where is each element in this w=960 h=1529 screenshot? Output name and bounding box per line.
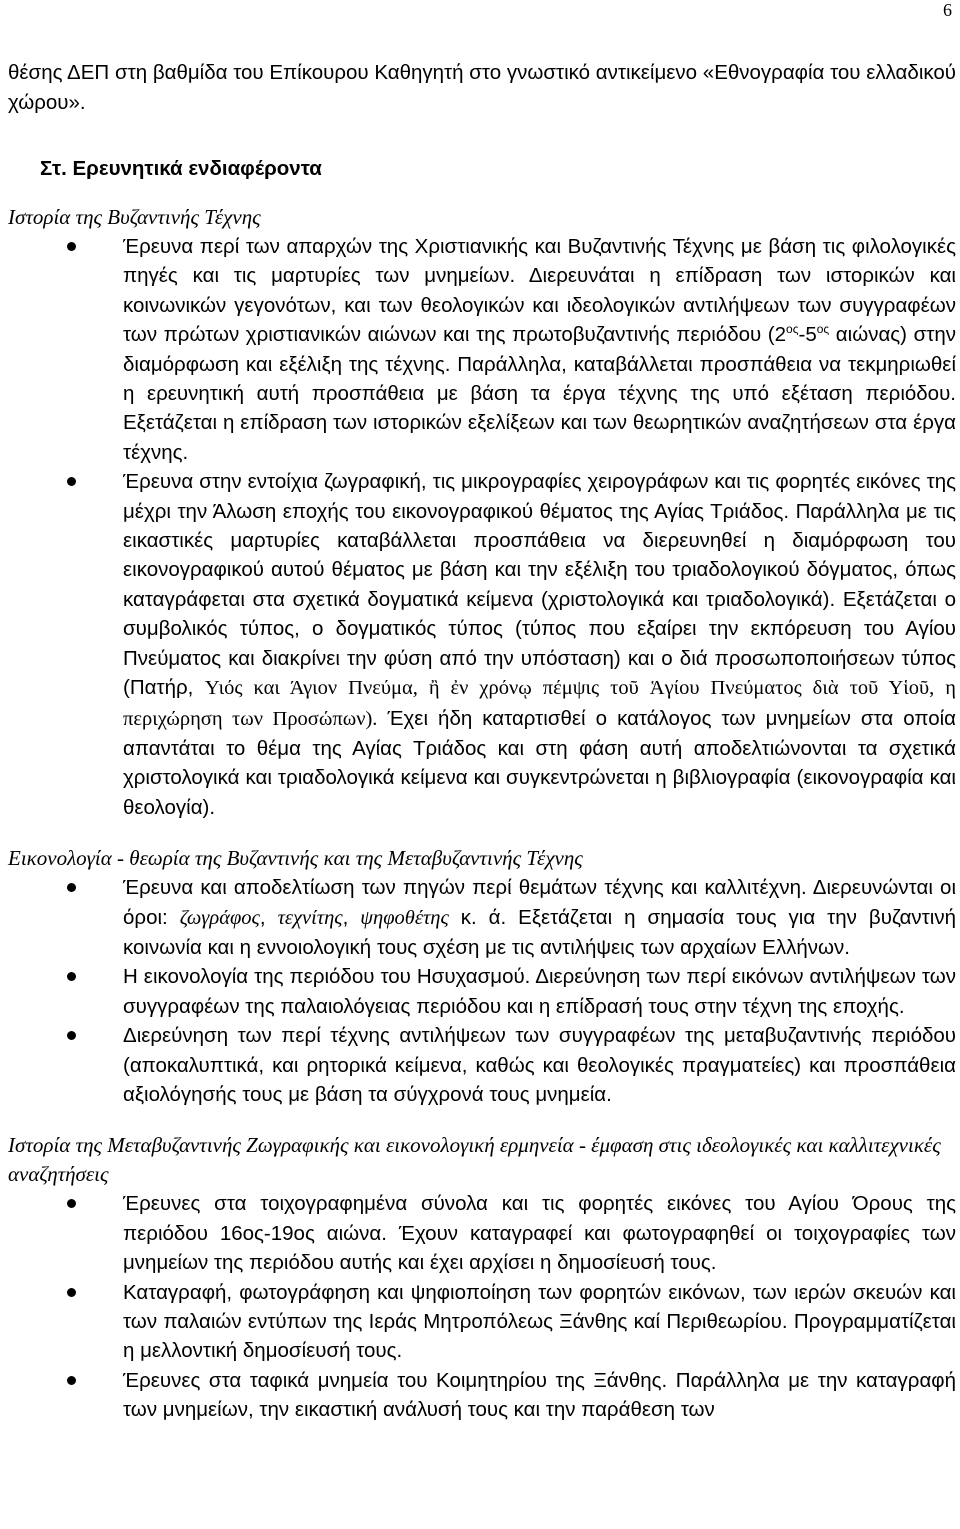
item-text: -5 xyxy=(798,323,817,347)
section-heading: Στ. Ερευνητικά ενδιαφέροντα xyxy=(40,157,322,180)
group-title: Ιστορία της Μεταβυζαντινής Ζωγραφικής και εικονολογική ερμηνεία - έμφαση στις ιδεολογικές και καλλιτεχνικές αναζητήσεις xyxy=(8,1133,941,1187)
term-italic: ζωγράφος xyxy=(179,906,260,929)
group-title: Εικονολογία - θεωρία της Βυζαντινής και της Μεταβυζαντινής Τέχνης xyxy=(8,846,583,871)
separator: , xyxy=(342,905,361,929)
research-group-iconology xyxy=(8,844,956,1109)
item-text: αιώνας) στην διαμόρφωση και εξέλιξη της τέχνης. Παράλληλα, καταβάλλεται προσπάθεια να τεκμηριωθεί η ερευνητική αυτή προσπάθεια με βάση τα έργα τέχνης της υπό εξέταση περιόδου. Εξετάζεται η επίδραση των ιστορικών εξελίξεων και των θεωρητικών αναζητήσεων στα έργα τέχνης. xyxy=(123,323,956,464)
separator: , xyxy=(259,905,278,929)
research-group-post-byzantine-painting xyxy=(8,1131,956,1424)
list-item xyxy=(8,467,956,822)
list-item: Έρευνες στα τοιχογραφημένα σύνολα και τις φορητές εικόνες του Αγίου Όρους της περιόδου 16ος-19ος αιώνα. Έχουν καταγραφεί και φωτογραφηθεί οι τοιχογραφίες των μνημείων της περιόδου αυτής και έχει αρχίσει η δημοσίευσή τους. xyxy=(8,1189,956,1277)
group-title: Ιστορία της Βυζαντινής Τέχνης xyxy=(8,205,261,229)
list-item: Καταγραφή, φωτογράφηση και ψηφιοποίηση των φορητών εικόνων, των ιερών σκευών και των παλαιών εντύπων της Ιεράς Μητροπόλεως Ξάνθης καί Περιθεωρίου. Προγραμματίζεται η μελλοντική δημοσίευσή τους. xyxy=(8,1278,956,1366)
item-text: Έρευνα περί των απαρχών της Χριστιανικής και Βυζαντινής Τέχνης με βάση τις φιλολογικές πηγές και τις μαρτυρίες των μνημείων. Διερευνάται η επίδραση των ιστορικών και κοινωνικών γεγονότων, και των θεολογικών και ιδεολογικών αντιλήψεων των συγγραφέων των πρώτων χριστιανικών αιώνων και της πρωτοβυζαντινής περιόδου (2 xyxy=(123,235,956,347)
bullet-list xyxy=(8,232,956,822)
intro-paragraph: θέσης ΔΕΠ στη βαθμίδα του Επίκουρου Καθηγητή στο γνωστικό αντικείμενο «Εθνογραφία του ελλαδικού χώρου». xyxy=(8,61,956,114)
term-italic: ψηφοθέτης xyxy=(360,906,449,929)
ordinal-superscript: ος xyxy=(816,322,830,337)
page-number: 6 xyxy=(943,0,952,20)
list-item xyxy=(8,873,956,962)
list-item xyxy=(8,232,956,467)
list-item: Διερεύνηση των περί τέχνης αντιλήψεων των συγγραφέων της μεταβυζαντινής περιόδου (αποκαλυπτικά, και ρητορικά κείμενα, καθώς και θεολογικές πραγματείες) και προσπάθεια αξιολόγησής τους με βάση τα σύγχρονά τους μνημεία. xyxy=(8,1021,956,1109)
research-group-byzantine-art xyxy=(8,203,956,822)
bullet-list xyxy=(8,1189,956,1424)
list-item: Έρευνες στα ταφικά μνημεία του Κοιμητηρίου της Ξάνθης. Παράλληλα με την καταγραφή των μνημείων, την εικαστική ανάλυσή τους και την παράθεση των xyxy=(8,1366,956,1425)
item-text: Έρευνα στην εντοίχια ζωγραφική, τις μικρογραφίες χειρογράφων και τις φορητές εικόνες της μέχρι την Άλωση εποχής του εικονογραφικού θέματος της Αγίας Τριάδος. Παράλληλα με τις εικαστικές μαρτυρίες καταβάλλεται προσπάθεια να διερευνηθεί η διαμόρφωση του εικονογραφικού αυτού θέματος με βάση και την εξέλιξη του τριαδολογικού δόγματος, όπως καταγράφεται στα σχετικά δογματικά κείμενα (χριστολογικά και τριαδολογικά). Εξετάζεται ο συμβολικός τύπος, ο δογματικός τύπος (τύπος που εξαίρει την εκπόρευση του Αγίου Πνεύματος και διακρίνει την φύση από την υπόσταση) και ο διά προσωποποιήσεων τύπος (Πατήρ, xyxy=(123,470,956,700)
ordinal-superscript: ος xyxy=(786,322,799,337)
term-italic: τεχνίτης xyxy=(277,906,343,929)
list-item: Η εικονολογία της περιόδου του Ησυχασμού. Διερεύνηση των περί εικόνων αντιλήψεων των συγγραφέων της παλαιολόγειας περιόδου και η επίδρασή τους στην τέχνη της εποχής. xyxy=(8,962,956,1021)
item-text: Έρευνα και αποδελτίωση των πηγών περί θεμάτων τέχνης και καλλιτέχνη. Διερευνώνται οι όροι: xyxy=(123,876,956,929)
bullet-list xyxy=(8,873,956,1109)
item-text: κ. ά. Εξετάζεται η σημασία τους για την βυζαντινή κοινωνία και η εννοιολογική τους σχέση με τις αντιλήψεις των αρχαίων Ελλήνων. xyxy=(123,905,956,959)
document-body xyxy=(8,58,956,1425)
item-text: Έχει ήδη καταρτισθεί ο κατάλογος των μνημείων στα οποία απαντάται το θέμα της Αγίας Τριάδος και στη φάση αυτή αποδελτιώνονται τα σχετικά χριστολογικά και τριαδολογικά κείμενα και συγκεντρώνεται η βιβλιογραφία (εικονογραφία και θεολογία). xyxy=(123,706,957,819)
item-quote-text: Υιός και Άγιον Πνεύμα, ἢ ἐν χρόνῳ πέμψις τοῦ Ἁγίου Πνεύματος διὰ τοῦ Υἱοῦ, η περιχώρηση των Προσώπων). xyxy=(123,677,956,730)
